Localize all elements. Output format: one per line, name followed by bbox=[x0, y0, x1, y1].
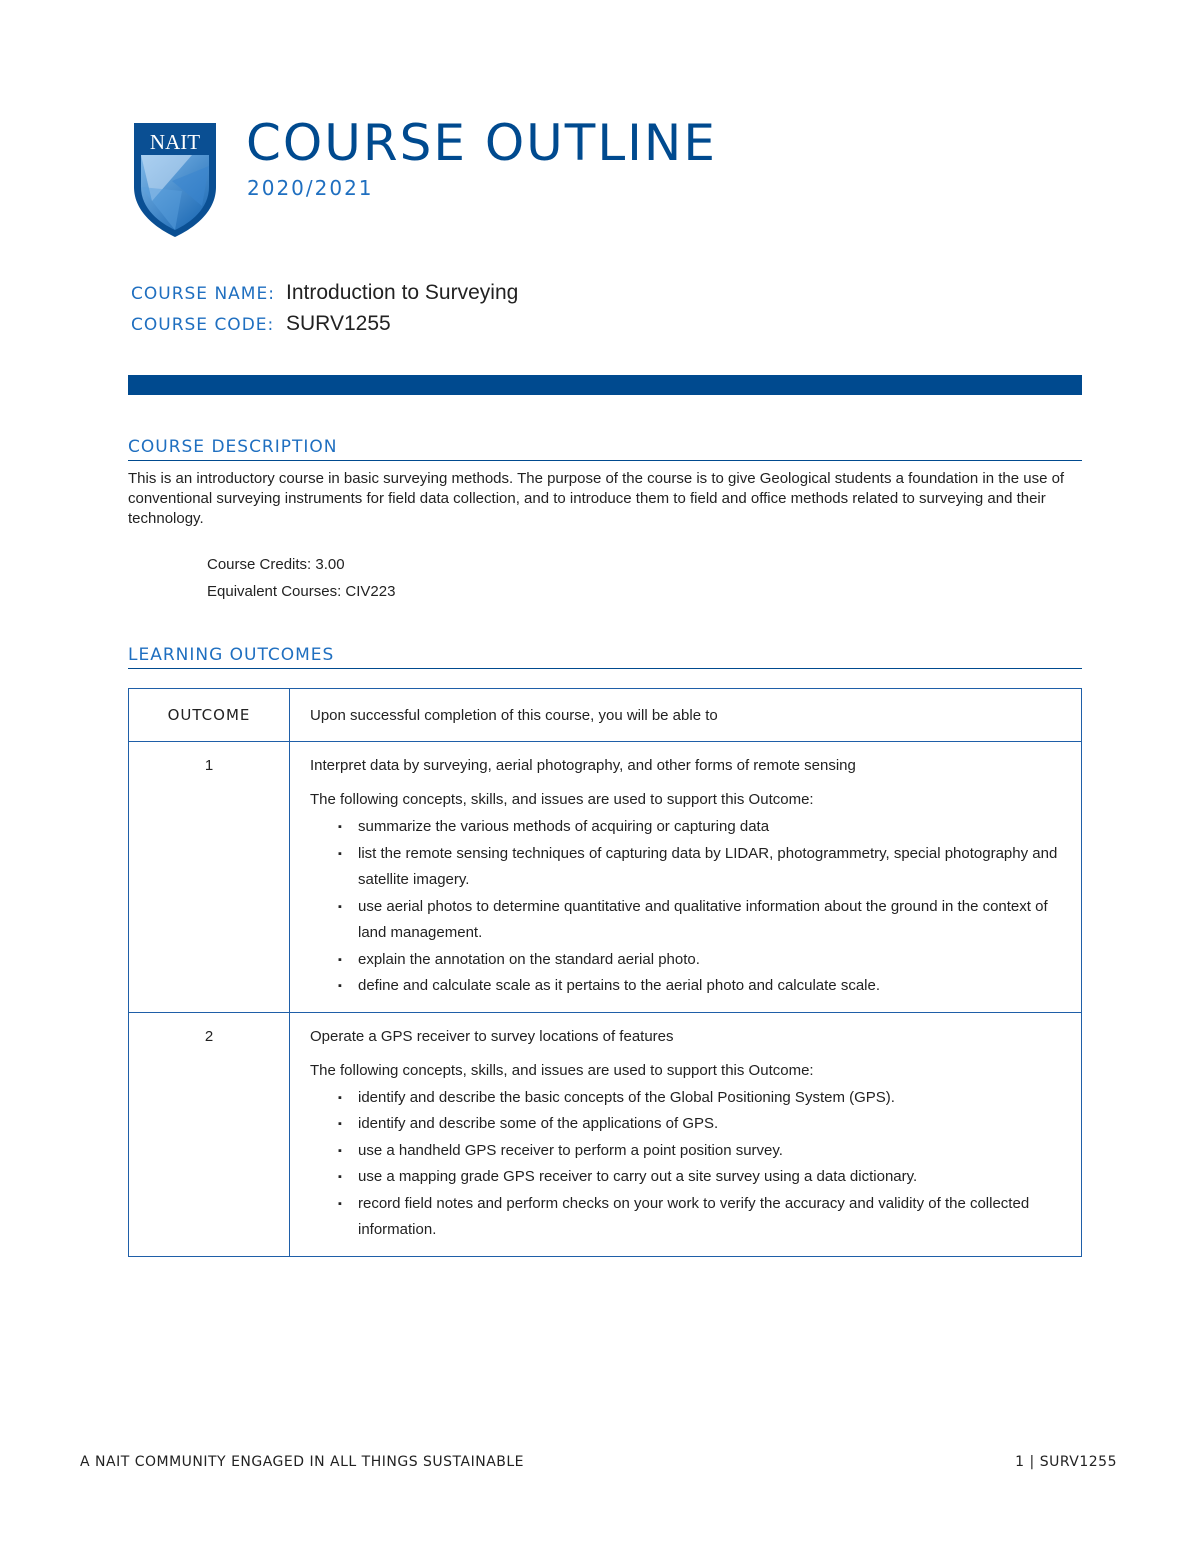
course-description-text: This is an introductory course in basic surveying methods. The purpose of the course is to give Geological students a foundation in the use of conventional surveying instruments for field data collection, and to introduce them to field and office methods related to surveying and their technology. bbox=[128, 470, 1065, 527]
outcome-title: Interpret data by surveying, aerial photography, and other forms of remote sensing bbox=[310, 757, 856, 774]
outcome-title: Operate a GPS receiver to survey locations of features bbox=[310, 1027, 674, 1045]
page-title: COURSE OUTLINE bbox=[246, 114, 717, 172]
equivalent-courses: Equivalent Courses: CIV223 bbox=[207, 583, 396, 600]
outcome-points-list bbox=[310, 1085, 1061, 1244]
header-divider-bar bbox=[128, 375, 1082, 395]
course-code-label: COURSE CODE: bbox=[131, 315, 275, 335]
footer-tagline: A NAIT COMMUNITY ENGAGED IN ALL THINGS SUSTAINABLE bbox=[80, 1454, 525, 1470]
outcome-column-header: OUTCOME bbox=[129, 689, 290, 742]
completion-column-header: Upon successful completion of this course, you will be able to bbox=[290, 689, 1082, 742]
footer-page-number: 1 | SURV1255 bbox=[1015, 1454, 1117, 1470]
course-name-label: COURSE NAME: bbox=[131, 284, 275, 304]
list-item: ▪ explain the annotation on the standard aerial photo. bbox=[358, 947, 1061, 974]
table-header-row bbox=[129, 689, 1082, 742]
list-item: ▪ use a mapping grade GPS receiver to carry out a site survey using a data dictionary. bbox=[358, 1164, 1061, 1191]
outcome-support-text: The following concepts, skills, and issues are used to support this Outcome: bbox=[310, 1061, 814, 1079]
course-description-heading: COURSE DESCRIPTION bbox=[128, 437, 1082, 461]
list-item: ▪ identify and describe the basic concepts of the Global Positioning System (GPS). bbox=[358, 1085, 1061, 1112]
table-row bbox=[129, 1012, 1082, 1256]
academic-year: 2020/2021 bbox=[247, 176, 374, 200]
list-item: ▪ identify and describe some of the applications of GPS. bbox=[358, 1111, 1061, 1138]
learning-outcomes-table bbox=[128, 688, 1082, 1257]
course-code-value: SURV1255 bbox=[286, 312, 391, 335]
outcome-content bbox=[290, 1012, 1082, 1256]
outcome-content bbox=[290, 742, 1082, 1013]
logo-text: NAIT bbox=[149, 130, 201, 154]
list-item: ▪ use aerial photos to determine quantitative and qualitative information about the ground in the context of land management. bbox=[358, 894, 1061, 947]
outcome-number: 2 bbox=[129, 1012, 290, 1256]
list-item: ▪ summarize the various methods of acquiring or capturing data bbox=[358, 814, 1061, 841]
nait-shield-logo bbox=[132, 121, 218, 239]
list-item: ▪ list the remote sensing techniques of capturing data by LIDAR, photogrammetry, special photography and satellite imagery. bbox=[358, 841, 1061, 894]
list-item: ▪ use a handheld GPS receiver to perform a point position survey. bbox=[358, 1138, 1061, 1165]
learning-outcomes-heading: LEARNING OUTCOMES bbox=[128, 645, 1082, 669]
list-item: ▪ record field notes and perform checks on your work to verify the accuracy and validity of the collected information. bbox=[358, 1191, 1061, 1244]
outcome-number: 1 bbox=[129, 742, 290, 1013]
outcome-support-text: The following concepts, skills, and issues are used to support this Outcome: bbox=[310, 791, 814, 808]
table-row bbox=[129, 742, 1082, 1013]
list-item: ▪ define and calculate scale as it pertains to the aerial photo and calculate scale. bbox=[358, 973, 1061, 1000]
course-name-value: Introduction to Surveying bbox=[286, 281, 519, 304]
course-credits: Course Credits: 3.00 bbox=[207, 556, 345, 573]
outcome-points-list bbox=[310, 814, 1061, 1000]
